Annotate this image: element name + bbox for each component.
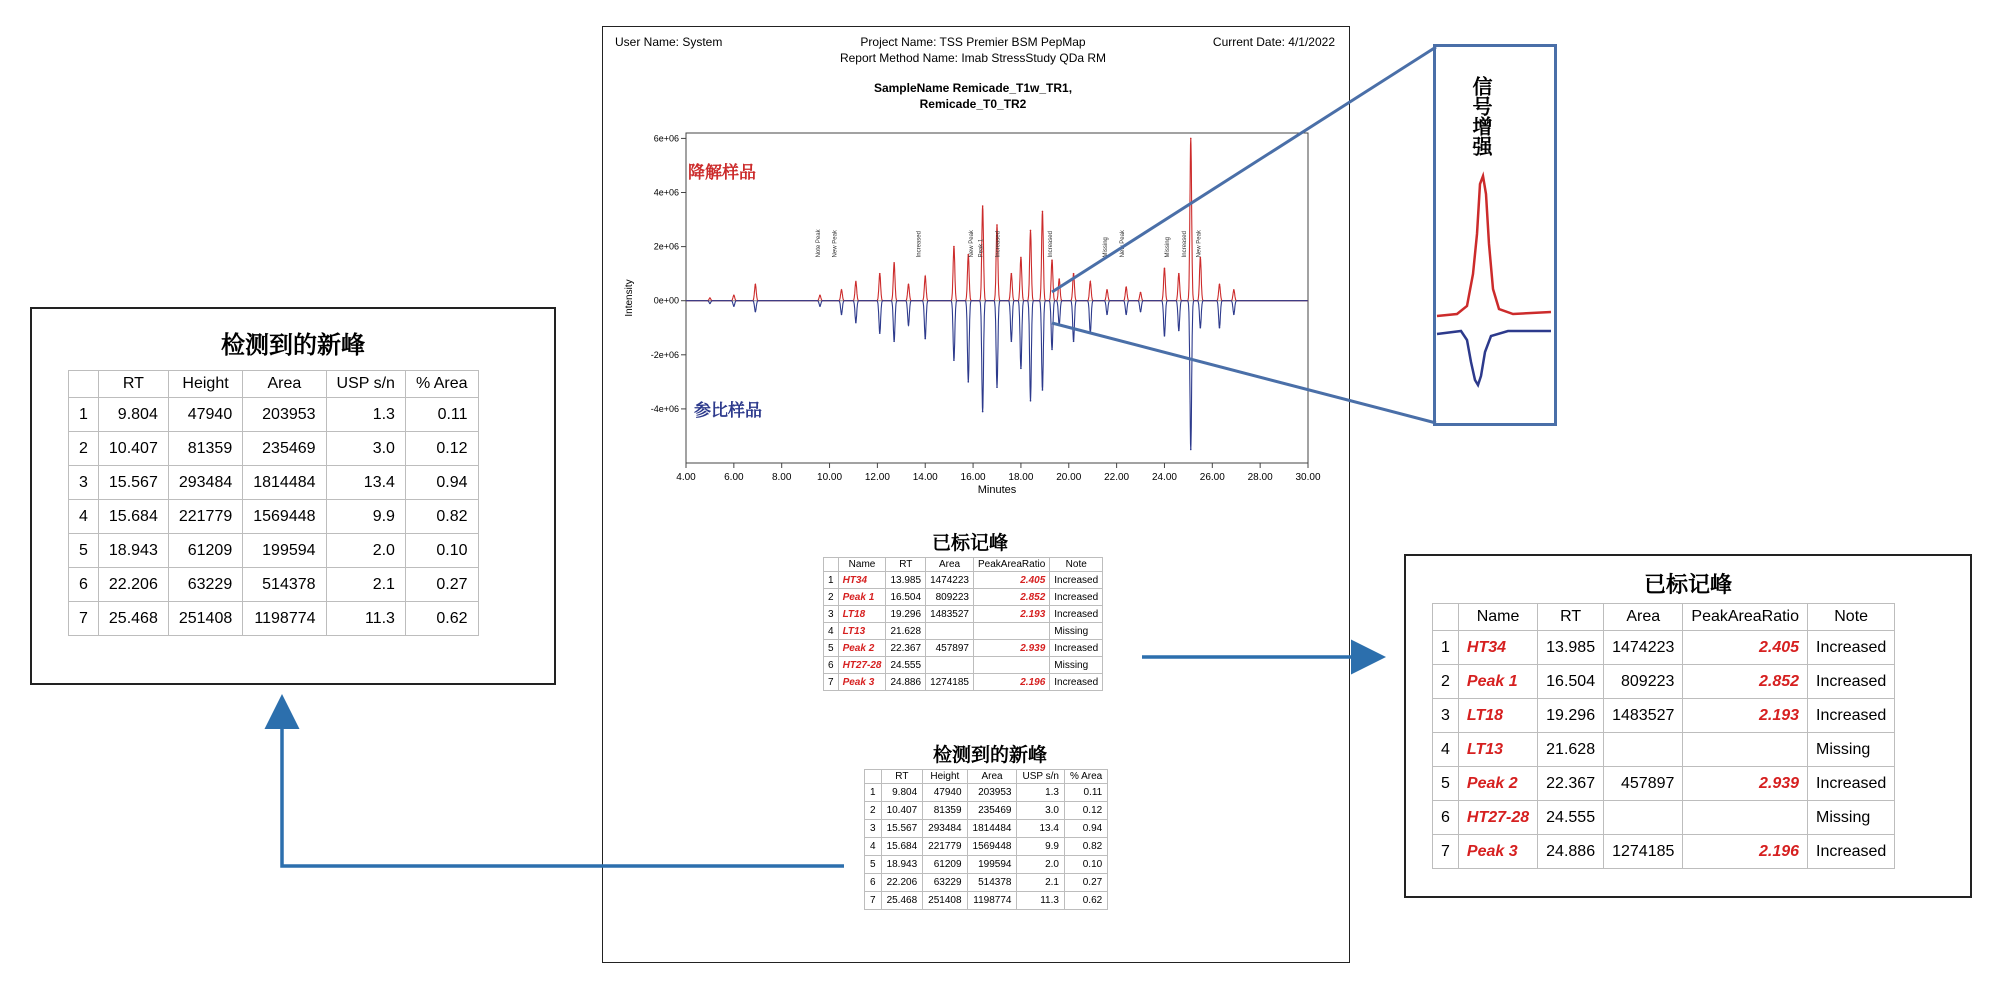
table-cell: 0.12	[1064, 802, 1107, 820]
table-cell: 7	[1433, 835, 1459, 869]
table-cell: 2.0	[326, 534, 405, 568]
y-tick-label: 2e+06	[653, 241, 679, 252]
table-cell: 6	[865, 874, 882, 892]
table-cell: 1	[1433, 631, 1459, 665]
table-cell: 5	[69, 534, 99, 568]
table-cell: 10.407	[98, 432, 168, 466]
col-header: RT	[98, 371, 168, 398]
table-cell: 22.206	[881, 874, 923, 892]
table-cell: 0.11	[1064, 784, 1107, 802]
peak-annotation: Note Peak	[815, 229, 822, 258]
table-cell: 2	[865, 802, 882, 820]
y-tick-label: 0e+00	[653, 295, 679, 306]
table-cell: 1569448	[243, 500, 326, 534]
table-cell: 6	[1433, 801, 1459, 835]
table-cell: LT13	[838, 623, 886, 640]
table-cell: 15.684	[881, 838, 923, 856]
table-cell: 18.943	[881, 856, 923, 874]
table-cell: HT34	[1458, 631, 1537, 665]
table-cell: 203953	[967, 784, 1017, 802]
table-cell: 4	[1433, 733, 1459, 767]
table-cell: LT18	[838, 606, 886, 623]
sample-name-line2: Remicade_T0_TR2	[919, 97, 1027, 111]
table-cell: 2	[1433, 665, 1459, 699]
y-tick-label: -2e+06	[650, 349, 679, 360]
table-cell: 221779	[168, 500, 242, 534]
table-cell: Peak 1	[1458, 665, 1537, 699]
x-tick-label: 30.00	[1295, 472, 1321, 483]
x-tick-label: 10.00	[817, 472, 843, 483]
table-cell: 4	[824, 623, 839, 640]
table-cell: 22.206	[98, 568, 168, 602]
table-cell: 7	[824, 674, 839, 691]
y-tick-label: 4e+06	[653, 187, 679, 198]
table-cell: LT13	[1458, 733, 1537, 767]
x-tick-label: 26.00	[1199, 472, 1225, 483]
peak-annotation: Peak 1	[978, 238, 985, 258]
table-cell: Missing	[1808, 801, 1895, 835]
table-cell: Increased	[1808, 631, 1895, 665]
peak-annotation: New Peak	[1119, 230, 1126, 258]
col-header: % Area	[405, 371, 478, 398]
table-cell: 16.504	[1538, 665, 1604, 699]
table-cell: Increased	[1050, 606, 1103, 623]
y-axis-label: Intensity	[624, 279, 635, 317]
table-cell: 19.296	[1538, 699, 1604, 733]
table-cell: 457897	[926, 640, 974, 657]
col-header: RT	[881, 770, 923, 784]
x-tick-label: 8.00	[771, 472, 792, 483]
table-cell: Increased	[1808, 665, 1895, 699]
table-cell: 0.62	[405, 602, 478, 636]
table-cell: 5	[824, 640, 839, 657]
table-cell: 21.628	[886, 623, 926, 640]
table-cell: 0.10	[405, 534, 478, 568]
table-cell: 1	[865, 784, 882, 802]
table-cell: 1198774	[967, 892, 1017, 910]
col-header: Name	[1458, 604, 1537, 631]
table-cell: Peak 2	[1458, 767, 1537, 801]
table-cell: 6	[69, 568, 99, 602]
col-header: Area	[243, 371, 326, 398]
table-cell: 1.3	[1017, 784, 1065, 802]
table-cell: 25.468	[98, 602, 168, 636]
table-cell: 15.567	[881, 820, 923, 838]
x-axis-label: Minutes	[977, 484, 1017, 496]
table-cell: Peak 3	[1458, 835, 1537, 869]
x-tick-label: 6.00	[724, 472, 744, 483]
table-cell: HT34	[838, 572, 886, 589]
table-cell: 2.193	[974, 606, 1050, 623]
table-cell: 221779	[923, 838, 967, 856]
col-header: Area	[926, 558, 974, 572]
degraded-sample-label: 降解样品	[688, 163, 756, 183]
table-cell: 1814484	[243, 466, 326, 500]
table-cell: 0.27	[405, 568, 478, 602]
peak-annotation: New Peak	[969, 230, 976, 258]
table-cell: 1198774	[243, 602, 326, 636]
table-cell: 2.0	[1017, 856, 1065, 874]
table-cell: 0.94	[405, 466, 478, 500]
table-cell: 0.10	[1064, 856, 1107, 874]
peak-annotation: Missing	[1103, 237, 1110, 258]
x-tick-label: 24.00	[1151, 472, 1177, 483]
peak-annotation: Increased	[995, 231, 1002, 258]
x-tick-label: 18.00	[1008, 472, 1034, 483]
table-cell: 2.193	[1683, 699, 1808, 733]
table-cell: 0.27	[1064, 874, 1107, 892]
table-cell: 293484	[168, 466, 242, 500]
table-cell: 1483527	[926, 606, 974, 623]
table-cell: 61209	[168, 534, 242, 568]
x-tick-label: 20.00	[1056, 472, 1082, 483]
table-cell: 13.985	[1538, 631, 1604, 665]
col-header: Area	[967, 770, 1017, 784]
peak-annotation: New Peak	[1196, 230, 1203, 258]
table-cell: 6	[824, 657, 839, 674]
table-cell: Increased	[1808, 835, 1895, 869]
table-cell: 199594	[967, 856, 1017, 874]
table-cell: 5	[865, 856, 882, 874]
x-tick-label: 16.00	[960, 472, 986, 483]
table-cell: 1474223	[1604, 631, 1683, 665]
peak-annotation: New Peak	[832, 230, 839, 258]
col-header: Note	[1808, 604, 1895, 631]
report-labeled-peaks-title: 已标记峰	[931, 532, 1008, 554]
table-cell: 63229	[923, 874, 967, 892]
report-new-peaks-title: 检测到的新峰	[932, 744, 1047, 766]
table-cell: 203953	[243, 398, 326, 432]
table-cell: 11.3	[1017, 892, 1065, 910]
table-cell: 0.62	[1064, 892, 1107, 910]
table-cell: 25.468	[881, 892, 923, 910]
table-cell: 61209	[923, 856, 967, 874]
table-cell: Increased	[1050, 674, 1103, 691]
arrow-to-new	[282, 708, 844, 866]
table-cell: 1274185	[1604, 835, 1683, 869]
table-cell: 809223	[926, 589, 974, 606]
table-cell: 2.939	[974, 640, 1050, 657]
table-cell: 11.3	[326, 602, 405, 636]
table-cell: Missing	[1050, 623, 1103, 640]
project-name: Project Name: TSS Premier BSM PepMap	[860, 35, 1086, 49]
table-cell: 1	[69, 398, 99, 432]
table-cell: 13.4	[1017, 820, 1065, 838]
table-cell: 251408	[168, 602, 242, 636]
table-cell: 2.405	[974, 572, 1050, 589]
y-tick-label: -4e+06	[650, 403, 679, 414]
table-cell: 19.296	[886, 606, 926, 623]
table-cell: 9.9	[1017, 838, 1065, 856]
peak-annotation: Missing	[1165, 237, 1172, 258]
table-cell: 2	[69, 432, 99, 466]
table-cell: 7	[69, 602, 99, 636]
table-cell: 809223	[1604, 665, 1683, 699]
new-peaks-title: 检测到的新峰	[221, 331, 365, 359]
table-cell: 293484	[923, 820, 967, 838]
table-cell: Increased	[1050, 589, 1103, 606]
peak-annotation: Increased	[1181, 231, 1188, 258]
table-cell: 81359	[168, 432, 242, 466]
table-cell: 15.684	[98, 500, 168, 534]
table-cell: 2.1	[326, 568, 405, 602]
table-cell: 457897	[1604, 767, 1683, 801]
table-cell: 514378	[243, 568, 326, 602]
col-header: Height	[168, 371, 242, 398]
x-tick-label: 28.00	[1247, 472, 1273, 483]
table-cell: 22.367	[1538, 767, 1604, 801]
table-cell: 81359	[923, 802, 967, 820]
table-cell: Missing	[1050, 657, 1103, 674]
table-cell: Peak 2	[838, 640, 886, 657]
table-cell: Increased	[1050, 640, 1103, 657]
x-tick-label: 12.00	[864, 472, 890, 483]
table-cell: 2.939	[1683, 767, 1808, 801]
x-tick-label: 4.00	[676, 472, 696, 483]
table-cell: Peak 1	[838, 589, 886, 606]
table-cell: 1.3	[326, 398, 405, 432]
table-cell: 2.852	[974, 589, 1050, 606]
table-cell: Increased	[1808, 699, 1895, 733]
table-cell: 1814484	[967, 820, 1017, 838]
col-header: RT	[886, 558, 926, 572]
table-cell: 2.196	[1683, 835, 1808, 869]
table-cell: 24.886	[886, 674, 926, 691]
table-cell: 1569448	[967, 838, 1017, 856]
table-cell: 24.555	[886, 657, 926, 674]
table-cell: 0.12	[405, 432, 478, 466]
table-cell: Missing	[1808, 733, 1895, 767]
table-cell: 22.367	[886, 640, 926, 657]
table-cell: 3	[865, 820, 882, 838]
reference-sample-label: 参比样品	[694, 401, 762, 421]
col-header: USP s/n	[326, 371, 405, 398]
labeled-peaks-title: 已标记峰	[1643, 573, 1732, 598]
table-cell: 2.405	[1683, 631, 1808, 665]
table-cell: 2	[824, 589, 839, 606]
table-cell: HT27-28	[1458, 801, 1537, 835]
zoom-line-bottom	[1052, 323, 1436, 423]
col-header: % Area	[1064, 770, 1107, 784]
col-header: PeakAreaRatio	[974, 558, 1050, 572]
table-cell: 3	[824, 606, 839, 623]
table-cell: 3	[69, 466, 99, 500]
current-date: Current Date: 4/1/2022	[1212, 35, 1335, 49]
table-cell: Increased	[1050, 572, 1103, 589]
signal-boost-label: 信号增强	[1469, 76, 1493, 156]
table-cell: 1474223	[926, 572, 974, 589]
table-cell: 0.82	[405, 500, 478, 534]
table-cell: 9.804	[881, 784, 923, 802]
col-header: PeakAreaRatio	[1683, 604, 1808, 631]
table-cell: 235469	[967, 802, 1017, 820]
table-cell: 3.0	[1017, 802, 1065, 820]
table-cell: 18.943	[98, 534, 168, 568]
table-cell: 3.0	[326, 432, 405, 466]
col-header: USP s/n	[1017, 770, 1065, 784]
peak-annotation: Increased	[1048, 231, 1055, 258]
table-cell: 7	[865, 892, 882, 910]
table-cell: 2.852	[1683, 665, 1808, 699]
table-cell: 10.407	[881, 802, 923, 820]
table-cell: 47940	[923, 784, 967, 802]
table-cell: 2.196	[974, 674, 1050, 691]
col-header: Area	[1604, 604, 1683, 631]
table-cell: 251408	[923, 892, 967, 910]
table-cell: 47940	[168, 398, 242, 432]
table-cell: 13.985	[886, 572, 926, 589]
table-cell: 5	[1433, 767, 1459, 801]
table-cell: 199594	[243, 534, 326, 568]
table-cell: 24.555	[1538, 801, 1604, 835]
table-cell: 0.94	[1064, 820, 1107, 838]
table-cell: 4	[865, 838, 882, 856]
user-name: User Name: System	[615, 35, 723, 49]
table-cell: 1483527	[1604, 699, 1683, 733]
x-tick-label: 22.00	[1104, 472, 1130, 483]
col-header: RT	[1538, 604, 1604, 631]
col-header: Note	[1050, 558, 1103, 572]
y-tick-label: 6e+06	[653, 133, 679, 144]
table-cell: 16.504	[886, 589, 926, 606]
table-cell: 235469	[243, 432, 326, 466]
table-cell: 3	[1433, 699, 1459, 733]
table-cell: 13.4	[326, 466, 405, 500]
table-cell: HT27-28	[838, 657, 886, 674]
table-cell: 2.1	[1017, 874, 1065, 892]
table-cell: 63229	[168, 568, 242, 602]
table-cell: 1	[824, 572, 839, 589]
col-header: Height	[923, 770, 967, 784]
table-cell: 514378	[967, 874, 1017, 892]
report-method: Report Method Name: Imab StressStudy QDa RM	[839, 51, 1107, 65]
table-cell: LT18	[1458, 699, 1537, 733]
table-cell: 0.82	[1064, 838, 1107, 856]
col-header: Name	[838, 558, 886, 572]
sample-name-line1: SampleName Remicade_T1w_TR1,	[873, 81, 1073, 95]
table-cell: 4	[69, 500, 99, 534]
table-cell: 15.567	[98, 466, 168, 500]
table-cell: 1274185	[926, 674, 974, 691]
table-cell: 9.804	[98, 398, 168, 432]
peak-annotation: Increased	[916, 231, 923, 258]
table-cell: 9.9	[326, 500, 405, 534]
table-cell: 24.886	[1538, 835, 1604, 869]
table-cell: 21.628	[1538, 733, 1604, 767]
x-tick-label: 14.00	[912, 472, 938, 483]
table-cell: Increased	[1808, 767, 1895, 801]
table-cell: Peak 3	[838, 674, 886, 691]
zoom-line-top	[1052, 47, 1436, 292]
table-cell: 0.11	[405, 398, 478, 432]
